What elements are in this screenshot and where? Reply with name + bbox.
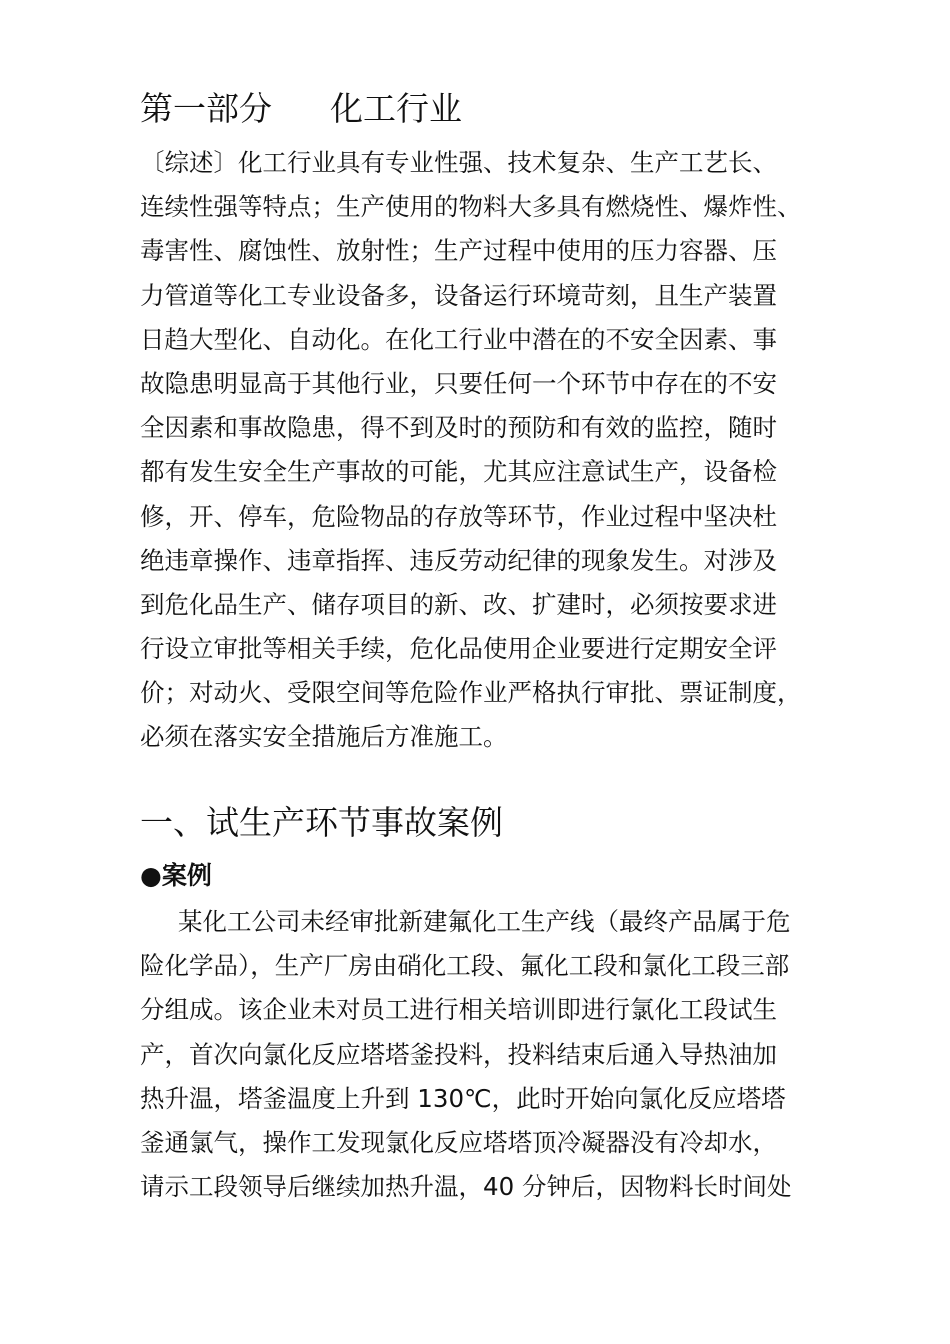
overview-line: 行设立审批等相关手续，危化品使用企业要进行定期安全评: [140, 634, 777, 664]
case-paragraph: [140, 900, 830, 1209]
case-line: 釜通氯气，操作工发现氯化反应塔塔顶冷凝器没有冷却水，: [140, 1127, 777, 1157]
case-line: 请示工段领导后继续加热升温，40 分钟后，因物料长时间处: [140, 1172, 792, 1202]
case-line: 分组成。该企业未对员工进行相关培训即进行氯化工段试生: [140, 995, 777, 1025]
case-label: ●案例: [140, 861, 212, 890]
overview-line: 毒害性、腐蚀性、放射性；生产过程中使用的压力容器、压: [140, 236, 777, 266]
case-line: 险化学品），生产厂房由硝化工段、氟化工段和氯化工段三部: [140, 951, 790, 981]
overview-line: 力管道等化工专业设备多，设备运行环境苛刻，且生产装置: [140, 280, 777, 310]
overview-line: 价；对动火、受限空间等危险作业严格执行审批、票证制度，: [140, 678, 802, 708]
overview-line: 全因素和事故隐患，得不到及时的预防和有效的监控，随时: [140, 413, 777, 443]
section-title: 一、试生产环节事故案例: [140, 803, 503, 842]
case-line: 热升温，塔釜温度上升到 130℃，此时开始向氯化反应塔塔: [140, 1083, 786, 1113]
overview-line: 连续性强等特点；生产使用的物料大多具有燃烧性、爆炸性、: [140, 192, 802, 222]
part-title-number: 第一部分: [140, 89, 272, 128]
overview-line: 〔综述〕化工行业具有专业性强、技术复杂、生产工艺长、: [140, 148, 777, 177]
overview-line: 到危化品生产、储存项目的新、改、扩建时，必须按要求进: [140, 589, 777, 619]
overview-paragraph: [140, 141, 830, 760]
case-line: 某化工公司未经审批新建氟化工生产线（最终产品属于危: [178, 907, 791, 936]
overview-line: 日趋大型化、自动化。在化工行业中潜在的不安全因素、事: [140, 324, 777, 354]
case-line: 产，首次向氯化反应塔塔釜投料，投料结束后通入导热油加: [140, 1039, 777, 1069]
overview-line: 必须在落实安全措施后方准施工。: [140, 722, 508, 752]
overview-line: 故隐患明显高于其他行业，只要任何一个环节中存在的不安: [140, 368, 777, 398]
part-title: [140, 86, 462, 132]
overview-line: 都有发生安全生产事故的可能，尤其应注意试生产，设备检: [140, 457, 777, 487]
overview-line: 绝违章操作、违章指挥、违反劳动纪律的现象发生。对涉及: [140, 545, 777, 575]
overview-line: 修，开、停车，危险物品的存放等环节，作业过程中坚决杜: [140, 501, 777, 531]
part-title-name: 化工行业: [330, 89, 462, 128]
